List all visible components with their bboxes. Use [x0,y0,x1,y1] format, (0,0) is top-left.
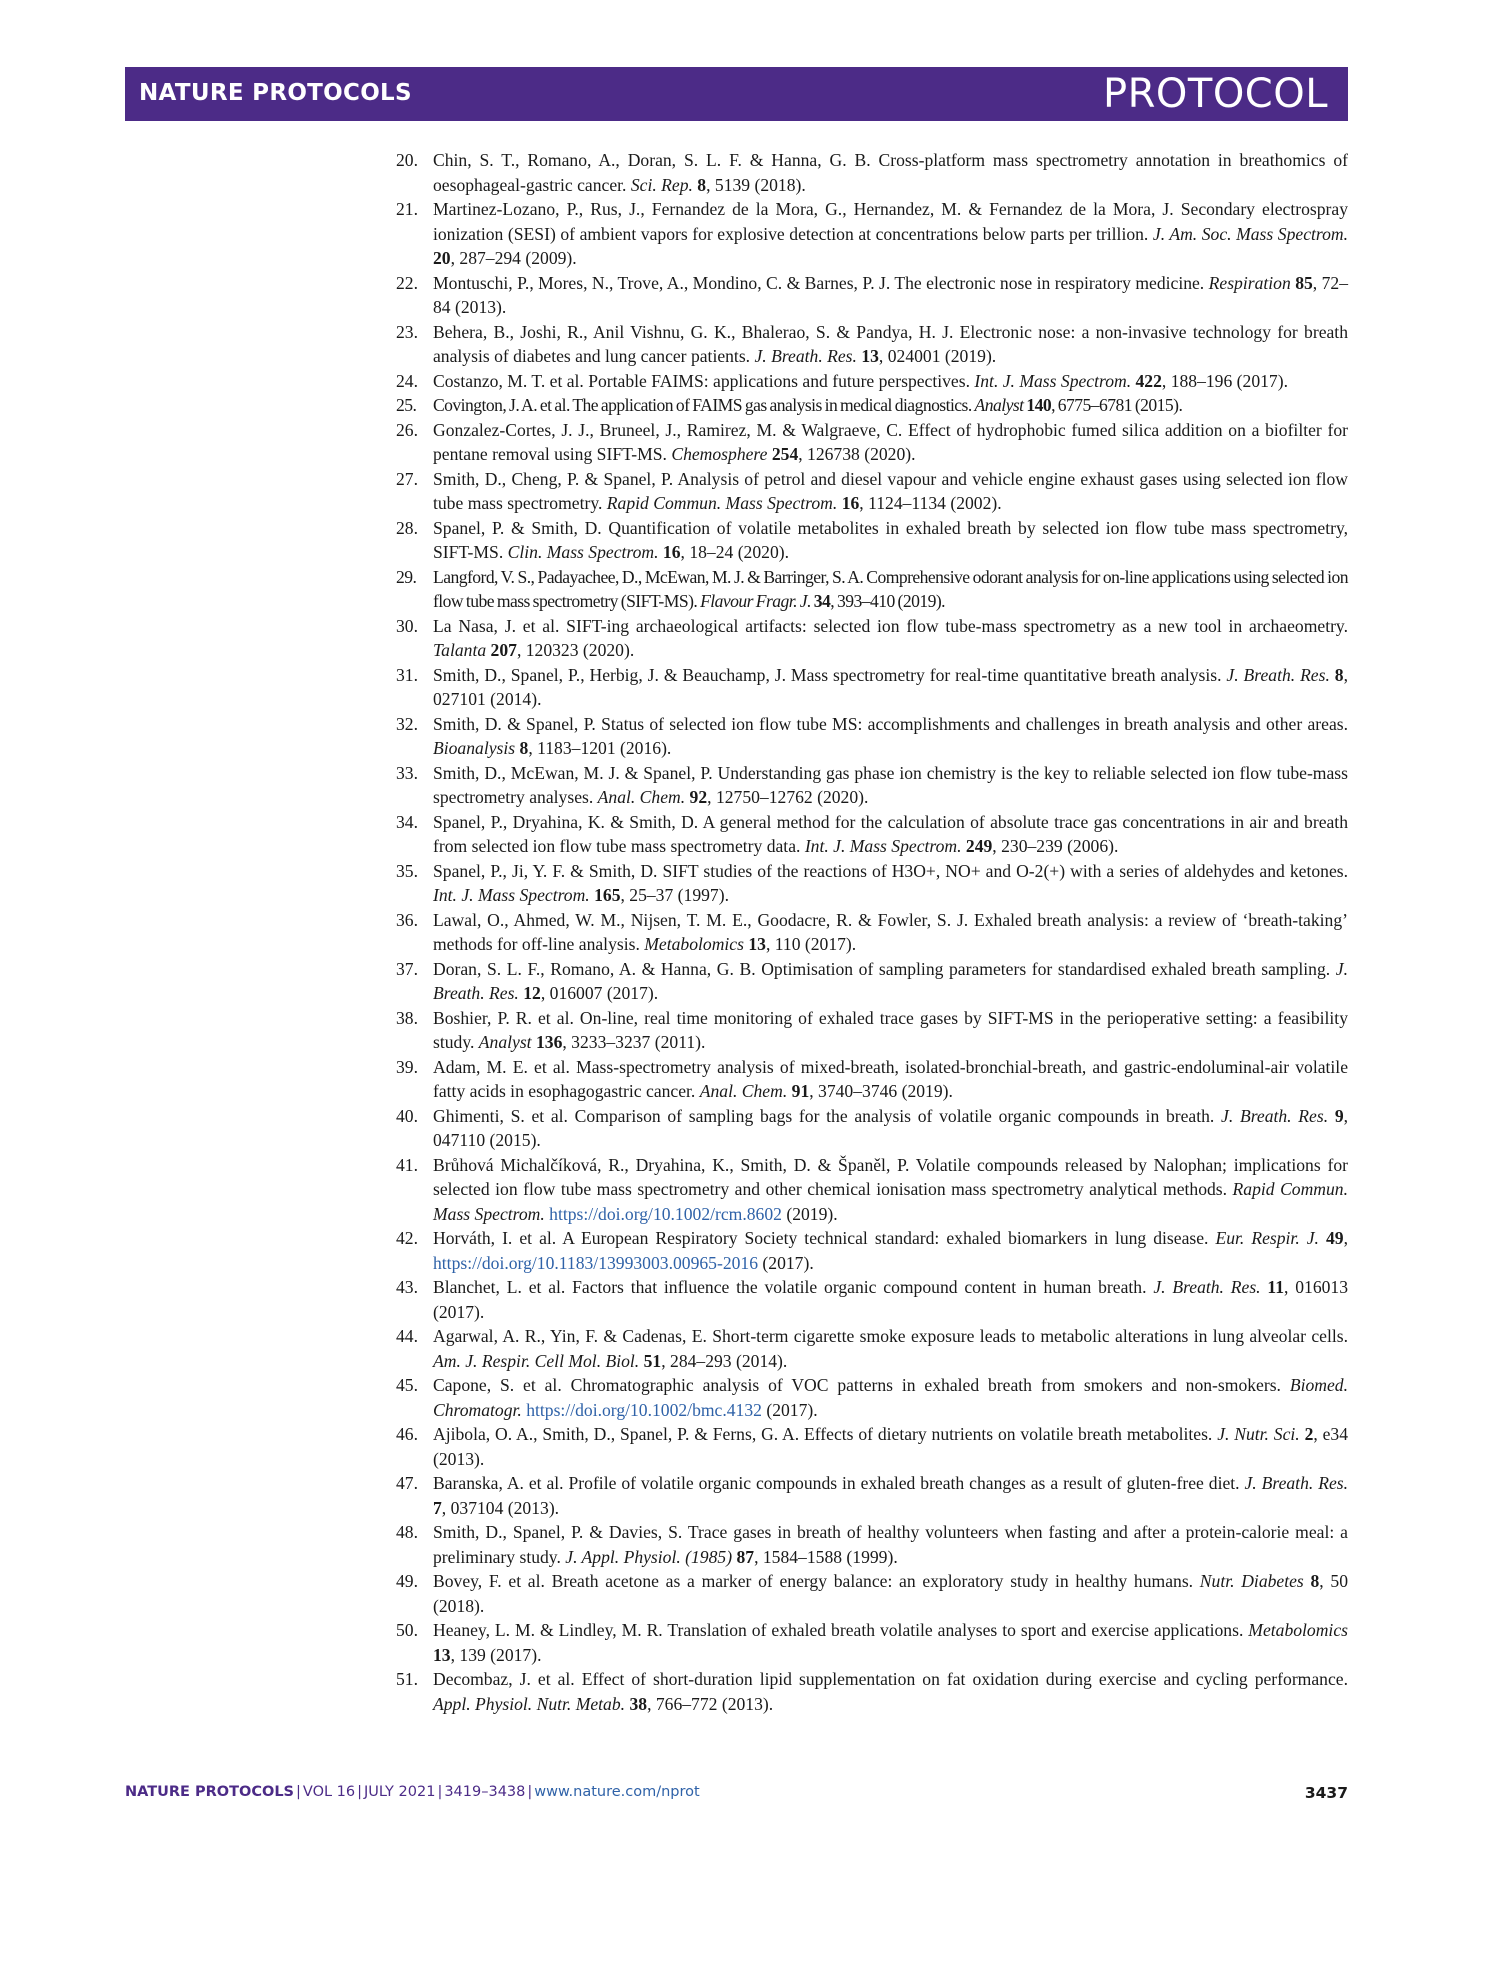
reference-pages-year: , 016007 (2017). [540,983,659,1003]
reference-number: 25. [396,395,417,415]
reference-number: 50. [396,1620,418,1640]
reference-volume: 38 [629,1693,648,1714]
reference-number: 43. [396,1277,418,1297]
reference-item [396,663,1348,712]
reference-volume: 8 [519,738,529,758]
reference-number: 33. [396,762,418,783]
reference-pages-year: , 3740–3746 (2019). [809,1081,953,1101]
reference-number: 42. [396,1228,418,1248]
reference-volume: 8 [1334,664,1344,685]
reference-pages-year: , e34 (2013). [433,1424,1349,1469]
reference-item [396,761,1348,810]
reference-volume: 51 [643,1350,662,1371]
reference-number: 41. [396,1154,418,1175]
reference-journal: J. Am. Soc. Mass Spectrom. [1152,223,1348,244]
reference-text: Agarwal, A. R., Yin, F. & Cadenas, E. Short-term cigarette smoke exposure leads to metabolic alterations in lung alveolar cells. [433,1326,1348,1346]
reference-text: Smith, D., Spanel, P., Herbig, J. & Beauchamp, J. Mass spectrometry for real-time quantitative breath analysis. [433,664,1222,685]
reference-text: Ajibola, O. A., Smith, D., Spanel, P. & Ferns, G. A. Effects of dietary nutrients on volatile breath metabolites. [433,1424,1213,1444]
reference-number: 49. [396,1571,418,1591]
reference-item [396,1275,1349,1324]
reference-pages-year: , 287–294 (2009). [450,248,577,268]
reference-text: Boshier, P. R. et al. On-line, real time monitoring of exhaled trace gases by SIFT-MS in the perioperative setting: a feasibility study. [433,1007,1348,1052]
reference-text: Horváth, I. et al. A European Respiratory Society technical standard: exhaled biomarkers in lung disease. [433,1228,1209,1248]
reference-journal: Clin. Mass Spectrom. [507,542,659,562]
reference-volume: 422 [1135,370,1162,391]
reference-pages-year: , 1584–1588 (1999). [754,1546,898,1567]
reference-volume: 7 [433,1497,442,1518]
reference-number: 38. [396,1007,418,1028]
article-type-label: PROTOCOL [1102,71,1328,117]
reference-text: Smith, D., Cheng, P. & Spanel, P. Analysis of petrol and diesel vapour and vehicle engine exhaust gases using selected ion flow tube mass spectrometry. [433,468,1348,513]
reference-journal: J. Breath. Res. [1221,1105,1329,1126]
reference-volume: 85 [1295,272,1313,293]
reference-text: Bovey, F. et al. Breath acetone as a marker of energy balance: an exploratory study in healthy humans. [433,1571,1194,1591]
reference-journal: Am. J. Respir. Cell Mol. Biol. [433,1350,640,1371]
reference-text: Capone, S. et al. Chromatographic analysis of VOC patterns in exhaled breath from smokers and non-smokers. [433,1375,1281,1395]
reference-text: Heaney, L. M. & Lindley, M. R. Translation of exhaled breath volatile analyses to sport and exercise applications. [433,1620,1244,1640]
reference-pages-year: , 016013 (2017). [433,1277,1349,1322]
reference-pages-year: , 230–239 (2006). [992,836,1119,856]
reference-pages-year: , 12750–12762 (2020). [707,787,869,807]
reference-item [396,369,1348,394]
reference-journal: Metabolomics [644,934,744,954]
reference-pages-year: , 6775–6781 (2015). [1051,395,1183,415]
reference-number: 24. [396,370,418,391]
reference-number: 22. [396,272,418,293]
reference-text: Spanel, P. & Smith, D. Quantification of volatile metabolites in exhaled breath by selected ion flow tube mass spectrometry, SIFT-MS. [433,517,1348,562]
page-number: 3437 [1304,1784,1348,1802]
reference-item [396,1471,1348,1520]
reference-volume: 2 [1304,1424,1314,1444]
reference-number: 31. [396,664,418,685]
reference-pages-year: (2017). [758,1252,814,1273]
reference-pages-year: , 766–772 (2013). [647,1693,774,1714]
reference-item [396,810,1348,859]
reference-text: Montuschi, P., Mores, N., Trove, A., Mondino, C. & Barnes, P. J. The electronic nose in respiratory medicine. [433,272,1205,293]
reference-journal: Rapid Commun. Mass Spectrom. [606,493,838,513]
reference-number: 32. [396,713,418,734]
reference-item [396,1569,1349,1618]
reference-doi-link[interactable]: https://doi.org/10.1183/13993003.00965-2016 [433,1252,759,1273]
reference-text: La Nasa, J. et al. SIFT-ing archaeological artifacts: selected ion flow tube-mass spectrometry as a new tool in archaeometry. [433,615,1348,636]
footer-separator: | [357,1784,363,1800]
reference-text: Costanzo, M. T. et al. Portable FAIMS: applications and future perspectives. [433,370,970,391]
reference-journal: Chemosphere [671,444,768,464]
reference-journal: Analyst [478,1032,532,1052]
reference-volume: 20 [433,248,451,268]
footer-pages: 3419–3438 [444,1784,526,1800]
reference-journal: Respiration [1208,272,1291,293]
reference-pages-year: , 047110 (2015). [433,1105,1349,1150]
reference-item [396,957,1348,1006]
reference-number: 30. [396,615,418,636]
reference-item [396,1373,1348,1422]
reference-journal: J. Breath. Res. [1244,1473,1348,1493]
reference-item [396,418,1348,467]
reference-volume: 92 [689,787,708,807]
reference-journal: Anal. Chem. [597,787,686,807]
reference-pages-year: , 3233–3237 (2011). [562,1032,706,1052]
reference-item [396,565,1348,614]
reference-text: Decombaz, J. et al. Effect of short-duration lipid supplementation on fat oxidation during exercise and cycling performance. [433,1669,1348,1689]
reference-item [396,1324,1348,1373]
reference-journal: Flavour Fragr. J. [700,591,811,611]
reference-journal: Analyst [974,395,1024,415]
reference-journal: Int. J. Mass Spectrom. [433,885,590,905]
reference-text: Smith, D., McEwan, M. J. & Spanel, P. Understanding gas phase ion chemistry is the key to reliable selected ion flow tube-mass spectrometry analyses. [433,762,1348,807]
reference-volume: 13 [748,934,766,954]
reference-text: Spanel, P., Ji, Y. F. & Smith, D. SIFT studies of the reactions of H3O+, NO+ and O-2(+) with a series of aldehydes and ketones. [433,860,1348,881]
reference-number: 28. [396,517,418,538]
reference-number: 51. [396,1669,418,1689]
reference-journal: J. Nutr. Sci. [1217,1424,1300,1444]
reference-journal: Int. J. Mass Spectrom. [804,836,962,856]
reference-volume: 16 [841,493,860,513]
journal-name: NATURE PROTOCOLS [139,80,412,106]
reference-item [396,1104,1349,1153]
reference-volume: 8 [697,174,707,195]
reference-pages-year: , 024001 (2019). [878,346,997,366]
reference-number: 37. [396,958,418,979]
reference-text: Smith, D., Spanel, P. & Davies, S. Trace gases in breath of healthy volunteers when fasting and after a protein-calorie meal: a preliminary study. [433,1522,1348,1567]
reference-journal: Appl. Physiol. Nutr. Metab. [433,1693,626,1714]
reference-pages-year: , 72–84 (2013). [433,272,1349,317]
reference-journal: Metabolomics [1248,1620,1348,1640]
reference-volume: 136 [535,1032,563,1052]
reference-journal: Anal. Chem. [699,1081,788,1101]
reference-pages-year: , 50 (2018). [433,1571,1349,1616]
reference-volume: 91 [791,1081,810,1101]
footer-journal: NATURE PROTOCOLS [125,1784,295,1800]
reference-item [396,271,1349,320]
footer-date: JULY 2021 [364,1784,436,1800]
reference-item [396,1667,1348,1716]
reference-journal: Rapid Commun. Mass Spectrom. [433,1179,1349,1224]
reference-text: Blanchet, L. et al. Factors that influence the volatile organic compound content in human breath. [433,1277,1147,1297]
reference-volume: 13 [433,1644,451,1665]
reference-text: Covington, J. A. et al. The application of FAIMS gas analysis in medical diagnostics. [433,395,972,415]
reference-number: 27. [396,468,418,489]
reference-volume: 207 [490,640,517,660]
reference-text: Martinez-Lozano, P., Rus, J., Fernandez de la Mora, G., Hernandez, M. & Fernandez de la Mora, J. Secondary electrospray ionization (SESI) of ambient vapors for explosive detection at concentrations below parts per trillion. [433,199,1348,244]
reference-journal: J. Breath. Res. [754,346,857,366]
reference-number: 45. [396,1375,418,1395]
reference-pages-year: , 1183–1201 (2016). [528,738,672,758]
reference-pages-year: , 25–37 (1997). [620,885,729,905]
reference-journal: Eur. Respir. J. [1215,1228,1319,1248]
reference-text: Smith, D. & Spanel, P. Status of selected ion flow tube MS: accomplishments and challenges in breath analysis and other areas. [433,713,1348,734]
reference-item [396,1520,1348,1569]
reference-volume: 140 [1026,395,1052,415]
footer-separator: | [437,1784,443,1800]
reference-item: 42. Horváth, I. et al. A European Respiratory Society technical standard: exhaled biomarkers in lung disease. Eur. Respir. J. 49, https://doi.org/10.1183/13993003.00965-2016 (2017). [396,1228,1348,1273]
reference-text: Brůhová Michalčíková, R., Dryahina, K., Smith, D. & Španěl, P. Volatile compounds released by Nalophan; implications for selected ion flow tube mass spectrometry and other chemical ionisation mass spectrometry analytical methods. [433,1154,1348,1199]
reference-text: Ghimenti, S. et al. Comparison of sampling bags for the analysis of volatile organic compounds in breath. [433,1105,1215,1126]
reference-item [396,148,1348,197]
reference-item [396,908,1348,957]
reference-number: 48. [396,1522,418,1542]
reference-item [396,393,1348,418]
reference-item [396,1006,1348,1055]
reference-volume: 49 [1326,1228,1344,1248]
reference-journal: J. Breath. Res. [1226,664,1330,685]
reference-number: 26. [396,419,418,440]
reference-text: Doran, S. L. F., Romano, A. & Hanna, G. B. Optimisation of sampling parameters for standardised exhaled breath sampling. [433,958,1331,979]
reference-item [396,1055,1348,1104]
reference-text: Chin, S. T., Romano, A., Doran, S. L. F. & Hanna, G. B. Cross-platform mass spectrometry annotation in breathomics of oesophageal-gastric cancer. [433,150,1348,195]
reference-item [396,1153,1349,1227]
reference-journal: Bioanalysis [433,738,516,758]
reference-item [396,1422,1349,1471]
reference-list [396,148,1349,1716]
reference-text: Adam, M. E. et al. Mass-spectrometry analysis of mixed-breath, isolated-bronchial-breath, and gastric-endoluminal-air volatile fatty acids in esophagogastric cancer. [433,1056,1348,1101]
reference-number: 35. [396,860,418,881]
reference-journal: J. Breath. Res. [433,958,1348,1003]
reference-number: 21. [396,199,418,219]
reference-text: Lawal, O., Ahmed, W. M., Nijsen, T. M. E., Goodacre, R. & Fowler, S. J. Exhaled breath analysis: a review of ‘breath-taking’ methods for off-line analysis. [433,909,1348,954]
reference-journal: Talanta [433,640,487,660]
reference-text: Gonzalez-Cortes, J. J., Bruneel, J., Ramirez, M. & Walgraeve, C. Effect of hydrophobic fumed silica addition on a biofilter for pentane removal using SIFT-MS. [433,419,1348,464]
reference-item [396,516,1348,565]
reference-journal: J. Appl. Physiol. (1985) [565,1546,733,1567]
reference-number: 34. [396,811,418,832]
reference-number: 39. [396,1056,418,1077]
reference-number: 47. [396,1473,418,1493]
reference-number: 40. [396,1105,418,1126]
footer-separator: | [296,1784,301,1800]
page-footer [125,1784,1348,1806]
reference-doi-link[interactable]: https://doi.org/10.1002/rcm.8602 [549,1203,782,1224]
reference-volume: 165 [594,885,621,905]
page-header [125,67,1348,121]
reference-number: 46. [396,1424,418,1444]
reference-item [396,1618,1348,1667]
reference-number: 44. [396,1326,418,1346]
reference-text: Spanel, P., Dryahina, K. & Smith, D. A general method for the calculation of absolute trace gas concentrations in air and breath from selected ion flow tube mass spectrometry data. [433,811,1348,856]
footer-citation [125,1784,700,1800]
reference-text: Behera, B., Joshi, R., Anil Vishnu, G. K., Bhalerao, S. & Pandya, H. J. Electronic nose: a non-invasive technology for breath analysis of diabetes and lung cancer patients. [433,321,1348,366]
reference-volume: 12 [523,983,541,1003]
reference-pages-year: , 139 (2017). [450,1644,542,1665]
reference-pages-year: , 027101 (2014). [433,664,1348,709]
reference-journal: Sci. Rep. [630,174,693,195]
reference-volume: 8 [1310,1571,1320,1591]
reference-volume: 87 [736,1546,755,1567]
reference-journal: Biomed. Chromatogr. [433,1375,1348,1420]
footer-url-link[interactable]: www.nature.com/nprot [534,1784,700,1800]
reference-number: 20. [396,150,418,170]
reference-number: 23. [396,321,418,342]
reference-doi-link[interactable]: https://doi.org/10.1002/bmc.4132 [526,1399,762,1420]
reference-pages-year: (2017). [761,1399,818,1420]
reference-journal: Nutr. Diabetes [1199,1571,1304,1591]
reference-number: 29. [396,566,417,587]
reference-item [396,320,1348,369]
reference-journal: J. Breath. Res. [1153,1277,1261,1297]
reference-number: 36. [396,909,418,930]
reference-volume: 34 [813,591,831,611]
footer-volume: VOL 16 [302,1784,356,1800]
reference-pages-year: , 1124–1134 (2002). [859,493,1002,513]
reference-pages-year: , 5139 (2018). [706,174,806,195]
reference-volume: 9 [1334,1105,1344,1126]
reference-volume: 249 [965,836,993,856]
reference-pages-year: , 037104 (2013). [441,1497,560,1518]
reference-item [396,859,1348,908]
footer-separator: | [527,1784,533,1800]
reference-text: Baranska, A. et al. Profile of volatile organic compounds in exhaled breath changes as a result of gluten-free diet. [433,1473,1240,1493]
reference-volume: 13 [861,346,879,366]
reference-journal: Int. J. Mass Spectrom. [974,370,1132,391]
reference-item [396,614,1348,663]
reference-text: Langford, V. S., Padayachee, D., McEwan, M. J. & Barringer, S. A. Comprehensive odorant analysis for on-line applications using selected ion flow tube mass spectrometry (SIFT-MS). [433,566,1348,611]
reference-pages-year: , 284–293 (2014). [661,1350,788,1371]
reference-pages-year: , 126738 (2020). [798,444,916,464]
reference-pages-year: , 18–24 (2020). [680,542,789,562]
reference-pages-year: (2019). [781,1203,838,1224]
reference-pages-year: , 120323 (2020). [516,640,635,660]
reference-item [396,712,1348,761]
reference-volume: 16 [662,542,681,562]
reference-item [396,197,1348,271]
reference-pages-year: , 188–196 (2017). [1161,370,1288,391]
reference-volume: 254 [771,444,799,464]
reference-pages-year: , 393–410 (2019). [830,591,946,611]
reference-volume: 11 [1267,1277,1285,1297]
reference-pages-year: , 110 (2017). [765,934,857,954]
reference-item [396,467,1348,516]
